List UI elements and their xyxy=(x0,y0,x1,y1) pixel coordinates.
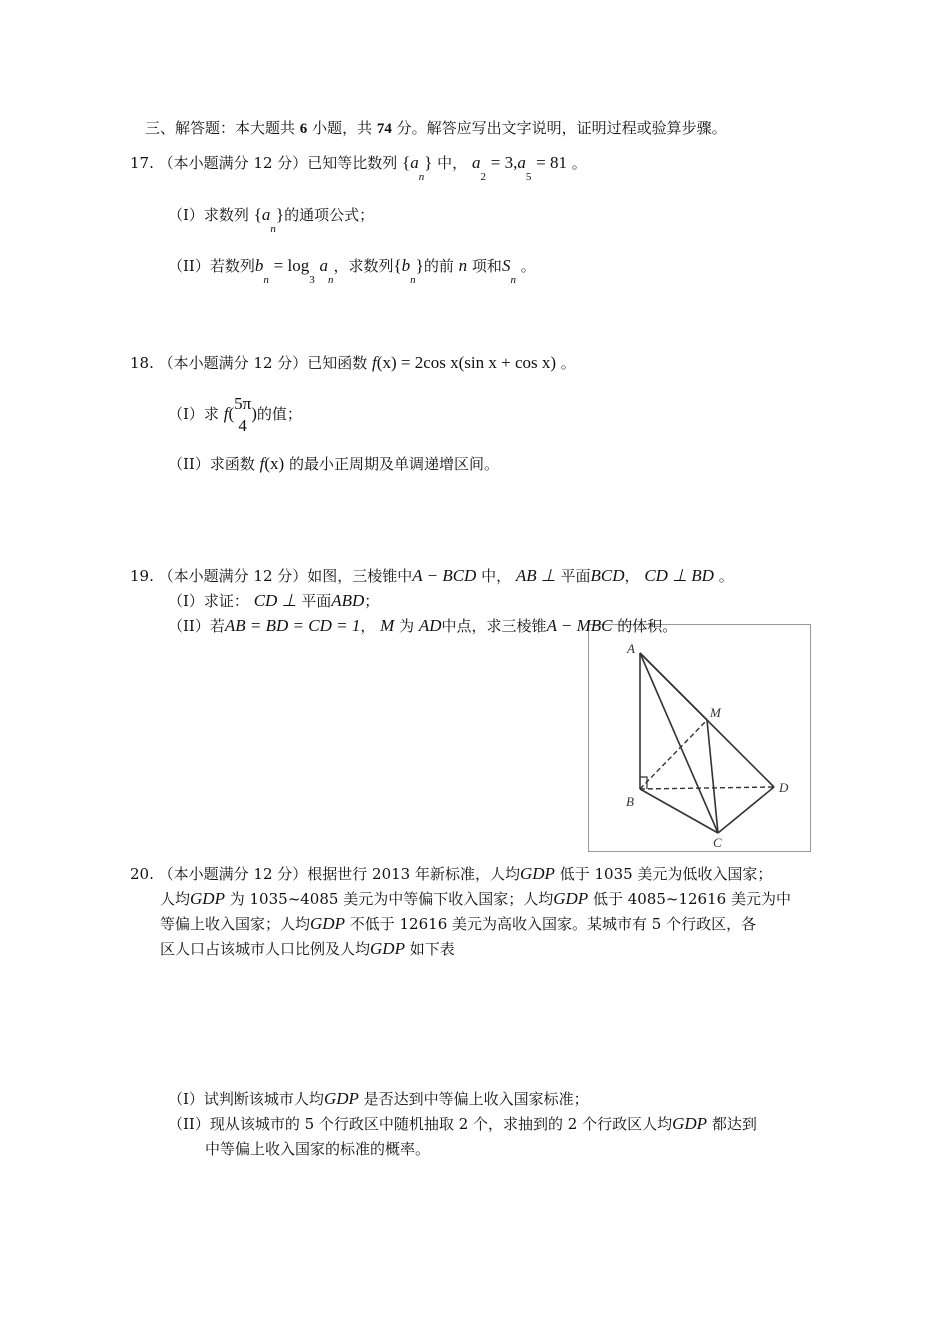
math-var: n xyxy=(458,256,468,275)
text: 。 xyxy=(560,354,576,372)
edge-mc xyxy=(707,720,718,833)
q19-stem xyxy=(130,566,734,586)
question-header: （本小题满分 12 分）已知函数 xyxy=(158,354,368,372)
q18-stem xyxy=(130,353,576,373)
edge-bc xyxy=(640,789,718,833)
heading-text: 分。解答应写出文字说明，证明过程或验算步骤。 xyxy=(396,119,727,137)
math-eq: = 3, xyxy=(490,153,518,172)
math-sub: 2 xyxy=(480,171,486,183)
q20-line1 xyxy=(130,864,772,884)
text: 。 xyxy=(520,257,536,275)
math-sub: n xyxy=(327,274,334,286)
fraction-numerator: 5π xyxy=(234,394,252,413)
q20-line2 xyxy=(160,889,791,909)
math-var: b xyxy=(254,256,264,275)
brace: } xyxy=(415,256,424,275)
math-var: f xyxy=(372,353,377,372)
brace: { xyxy=(393,256,402,275)
math-var: M xyxy=(380,616,395,635)
math-expr: BCD xyxy=(590,566,625,585)
math-var: GDP xyxy=(672,1114,708,1133)
text: 不低于 12616 美元为高收入国家。某城市有 5 个行政区，各 xyxy=(349,915,757,933)
question-header: （本小题满分 12 分）已知等比数列 xyxy=(158,154,398,172)
math-var: GDP xyxy=(190,889,225,908)
math-expr: ABD xyxy=(331,591,365,610)
part-label: （II）现从该城市的 5 个行政区中随机抽取 2 个，求抽到的 2 个行政区人均 xyxy=(168,1115,673,1133)
pyramid-figure xyxy=(588,624,811,852)
text: 中， xyxy=(437,154,468,172)
heading-text: 三、解答题：本大题共 xyxy=(145,119,296,137)
brace: { xyxy=(253,205,262,224)
part-label: （I）求数列 xyxy=(168,206,249,224)
text: 的值； xyxy=(256,405,302,423)
q18-part2 xyxy=(168,454,499,474)
text: 人均 xyxy=(160,890,191,908)
math-expr: AB ⊥ xyxy=(515,566,556,585)
question-number: 19. xyxy=(130,567,154,585)
paren: ) xyxy=(251,404,257,423)
text: 的体积。 xyxy=(617,617,678,635)
text: ，求数列 xyxy=(333,257,394,275)
math-sub: n xyxy=(263,274,269,286)
q19-part1 xyxy=(168,591,379,611)
text: 如下表 xyxy=(409,940,455,958)
q17-part1 xyxy=(168,205,375,235)
math-var: S xyxy=(501,256,511,275)
math-expr: AB = BD = CD = 1 xyxy=(224,616,361,635)
edge-cd xyxy=(718,787,774,833)
text: 平面 xyxy=(301,592,332,610)
math-sub: 5 xyxy=(525,171,532,183)
math-expr: (x) = 2cos x(sin x + cos x) xyxy=(376,353,557,372)
text: 的前 xyxy=(423,257,454,275)
text: 平面 xyxy=(560,567,591,585)
brace: { xyxy=(402,153,411,172)
text: 的通项公式； xyxy=(284,206,375,224)
paren: ( xyxy=(228,404,235,423)
edge-ac xyxy=(640,653,718,833)
q20-part2-cont xyxy=(205,1139,430,1159)
q19-part2 xyxy=(168,616,677,636)
q17-part2 xyxy=(168,256,536,286)
text: 低于 1035 美元为低收入国家； xyxy=(559,865,773,883)
math-sub: 3 xyxy=(309,274,315,286)
q17-stem xyxy=(130,153,587,183)
math-expr: A − MBC xyxy=(546,616,613,635)
part-label: （I）求证： xyxy=(168,592,249,610)
text: 中点，求三棱锥 xyxy=(441,617,547,635)
text: ， xyxy=(624,567,640,585)
text: 等偏上收入国家；人均 xyxy=(160,915,311,933)
vertex-label-c: C xyxy=(713,835,722,850)
q18-part1 xyxy=(168,390,302,438)
section-heading xyxy=(145,118,727,139)
math-var: a xyxy=(410,153,419,172)
q20-line3 xyxy=(160,914,756,934)
question-number: 17. xyxy=(130,154,154,172)
vertex-label-a: A xyxy=(627,641,635,656)
question-header: （本小题满分 12 分）根据世行 2013 年新标准，人均 xyxy=(158,865,520,883)
math-eq: = 81 xyxy=(536,153,567,172)
math-var: GDP xyxy=(310,914,345,933)
math-var: GDP xyxy=(370,939,405,958)
text: 为 xyxy=(399,617,415,635)
text: ； xyxy=(364,592,380,610)
part-label: （II）求函数 xyxy=(168,455,255,473)
vertex-label-d: D xyxy=(779,780,789,795)
math-sub: n xyxy=(410,274,416,286)
text: 区人口占该城市人口比例及人均 xyxy=(160,940,371,958)
text: 都达到 xyxy=(711,1115,757,1133)
text: ， xyxy=(360,617,376,635)
question-number: 18. xyxy=(130,354,154,372)
part-label: （I）求 xyxy=(168,405,219,423)
math-expr: A − BCD xyxy=(412,566,477,585)
math-expr: (x) xyxy=(264,454,285,473)
total-points: 74 xyxy=(376,121,392,137)
edge-am xyxy=(640,653,707,720)
math-var: GDP xyxy=(553,889,589,908)
question-count: 6 xyxy=(299,121,308,137)
text: 是否达到中等偏上收入国家标准； xyxy=(363,1090,589,1108)
math-var: b xyxy=(401,256,411,275)
math-sub: n xyxy=(418,171,425,183)
text: 项和 xyxy=(471,257,502,275)
math-expr: CD ⊥ BD xyxy=(644,566,714,585)
q20-part1 xyxy=(168,1089,589,1109)
question-header: （本小题满分 12 分）如图，三棱锥中 xyxy=(158,567,413,585)
math-expr: CD ⊥ xyxy=(253,591,297,610)
brace: } xyxy=(424,153,433,172)
math-var: a xyxy=(319,256,328,275)
q20-part2 xyxy=(168,1114,757,1134)
math-eq: = log xyxy=(273,256,310,275)
fraction-denominator: 4 xyxy=(238,416,247,435)
vertex-label-b: B xyxy=(626,794,634,809)
q20-line4 xyxy=(160,939,455,959)
brace: } xyxy=(275,205,285,224)
text: 为 1035~4085 美元为中等偏下收入国家；人均 xyxy=(229,890,554,908)
math-var: AD xyxy=(418,616,442,635)
math-var: GDP xyxy=(323,1089,359,1108)
part-label: （I）试判断该城市人均 xyxy=(168,1090,324,1108)
math-var: a xyxy=(261,205,271,224)
math-var: f xyxy=(223,404,229,423)
math-sub: n xyxy=(270,223,276,235)
part-label: （II）若数列 xyxy=(168,257,255,275)
text: 。 xyxy=(571,154,587,172)
text: 中， xyxy=(481,567,512,585)
part-label: （II）若 xyxy=(168,617,225,635)
question-number: 20. xyxy=(130,865,154,883)
text: 低于 4085~12616 美元为中 xyxy=(592,890,791,908)
math-sub: n xyxy=(510,274,516,286)
edge-bd-dashed xyxy=(640,787,774,789)
text: 中等偏上收入国家的标准的概率。 xyxy=(205,1140,431,1158)
pyramid-diagram xyxy=(589,625,810,851)
math-var: f xyxy=(259,454,265,473)
vertex-label-m: M xyxy=(710,705,721,720)
fraction xyxy=(234,393,251,437)
heading-text: 小题，共 xyxy=(312,119,373,137)
text: 的最小正周期及单调递增区间。 xyxy=(288,455,499,473)
math-var: a xyxy=(471,153,481,172)
math-var: a xyxy=(517,153,526,172)
text: 。 xyxy=(718,567,734,585)
math-var: GDP xyxy=(519,864,555,883)
